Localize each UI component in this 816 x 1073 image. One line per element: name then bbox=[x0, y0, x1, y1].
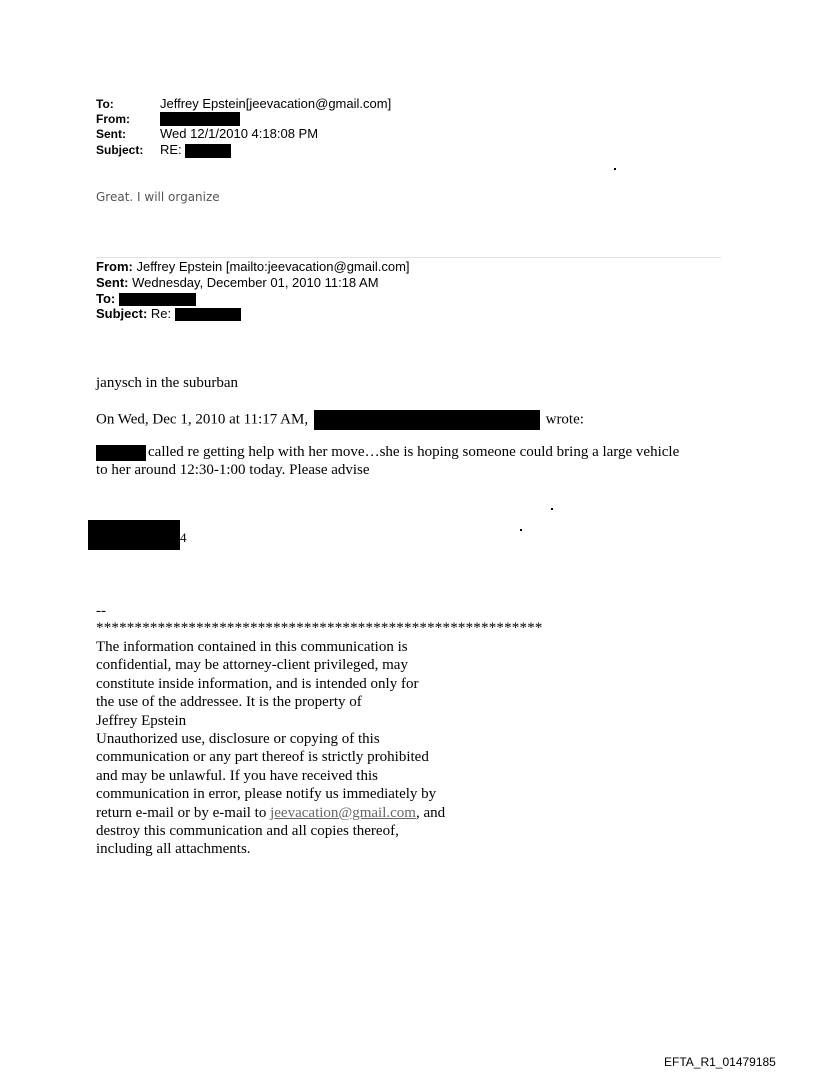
disclaimer-block bbox=[96, 638, 496, 859]
redaction-block bbox=[96, 445, 146, 461]
signature-fragment: 4 bbox=[180, 530, 187, 545]
subject-label: Subject: bbox=[96, 143, 144, 157]
on-date-prefix: On Wed, Dec 1, 2010 at 11:17 AM, bbox=[96, 411, 309, 428]
disclaimer-line: including all attachments. bbox=[96, 841, 251, 858]
disclaimer-line: and may be unlawful. If you have received this bbox=[96, 767, 378, 784]
signature-dashes: -- bbox=[96, 603, 106, 619]
disclaimer-line: constitute inside information, and is intended only for bbox=[96, 675, 419, 692]
disclaimer-line: destroy this communication and all copies thereof, bbox=[96, 823, 399, 840]
quoted-to-line bbox=[96, 291, 196, 307]
speck-mark bbox=[614, 168, 616, 170]
redaction-block bbox=[88, 520, 180, 550]
redaction-block bbox=[160, 112, 240, 126]
sent-value: Wed 12/1/2010 4:18:08 PM bbox=[160, 126, 319, 141]
divider bbox=[96, 257, 721, 258]
sent-label: Sent: bbox=[96, 127, 126, 141]
reply-text: Great. I will organize bbox=[96, 190, 220, 204]
quoted-from-value: Jeffrey Epstein [mailto:jeevacation@gmail.com] bbox=[136, 259, 410, 274]
quoted-sent-value: Wednesday, December 01, 2010 11:18 AM bbox=[132, 275, 379, 290]
disclaimer-line: communication or any part thereof is strictly prohibited bbox=[96, 749, 429, 766]
quoted-sent-label: Sent: bbox=[96, 275, 129, 290]
disclaimer-return-line bbox=[96, 804, 496, 822]
quoted-subject-label: Subject: bbox=[96, 306, 148, 321]
on-date-line bbox=[96, 410, 584, 430]
on-date-suffix: wrote: bbox=[545, 411, 584, 428]
document-id: EFTA_R1_01479185 bbox=[664, 1055, 776, 1069]
message-line: janysch in the suburban bbox=[96, 375, 239, 391]
to-label: To: bbox=[96, 97, 114, 111]
redaction-block bbox=[119, 293, 196, 306]
quoted-subject-line bbox=[96, 306, 241, 322]
to-value: Jeffrey Epstein[jeevacation@gmail.com] bbox=[160, 96, 392, 111]
from-label: From: bbox=[96, 112, 130, 126]
return-suffix: , and bbox=[415, 804, 446, 821]
speck-mark bbox=[551, 508, 553, 510]
quoted-from-label: From: bbox=[96, 259, 133, 274]
disclaimer-line: Unauthorized use, disclosure or copying of this bbox=[96, 731, 380, 748]
quoted-from-line bbox=[96, 259, 410, 275]
quoted-to-label: To: bbox=[96, 291, 116, 306]
return-prefix: return e-mail or by e-mail to bbox=[96, 804, 267, 821]
disclaimer-line: The information contained in this communication is bbox=[96, 639, 408, 655]
message-body-line: to her around 12:30-1:00 today. Please advise bbox=[96, 462, 370, 478]
redaction-block bbox=[175, 308, 241, 321]
subject-prefix: RE: bbox=[160, 142, 182, 157]
quoted-sent-line bbox=[96, 275, 379, 291]
disclaimer-line: Jeffrey Epstein bbox=[96, 712, 187, 729]
separator-stars: ********************************************************** bbox=[96, 620, 543, 636]
disclaimer-line: confidential, may be attorney-client privileged, may bbox=[96, 657, 408, 674]
disclaimer-line: communication in error, please notify us immediately by bbox=[96, 786, 437, 803]
quoted-subject-value: Re: bbox=[150, 306, 172, 321]
disclaimer-line: the use of the addressee. It is the property of bbox=[96, 694, 362, 711]
redaction-block bbox=[185, 144, 231, 158]
redaction-block bbox=[314, 410, 540, 430]
speck-mark bbox=[520, 529, 522, 531]
message-body-line bbox=[96, 444, 679, 461]
email-link[interactable]: jeevacation@gmail.com bbox=[270, 804, 416, 821]
subject-value bbox=[160, 142, 231, 158]
message-body-text: called re getting help with her move…she is hoping someone could bring a large vehicle bbox=[148, 444, 680, 460]
